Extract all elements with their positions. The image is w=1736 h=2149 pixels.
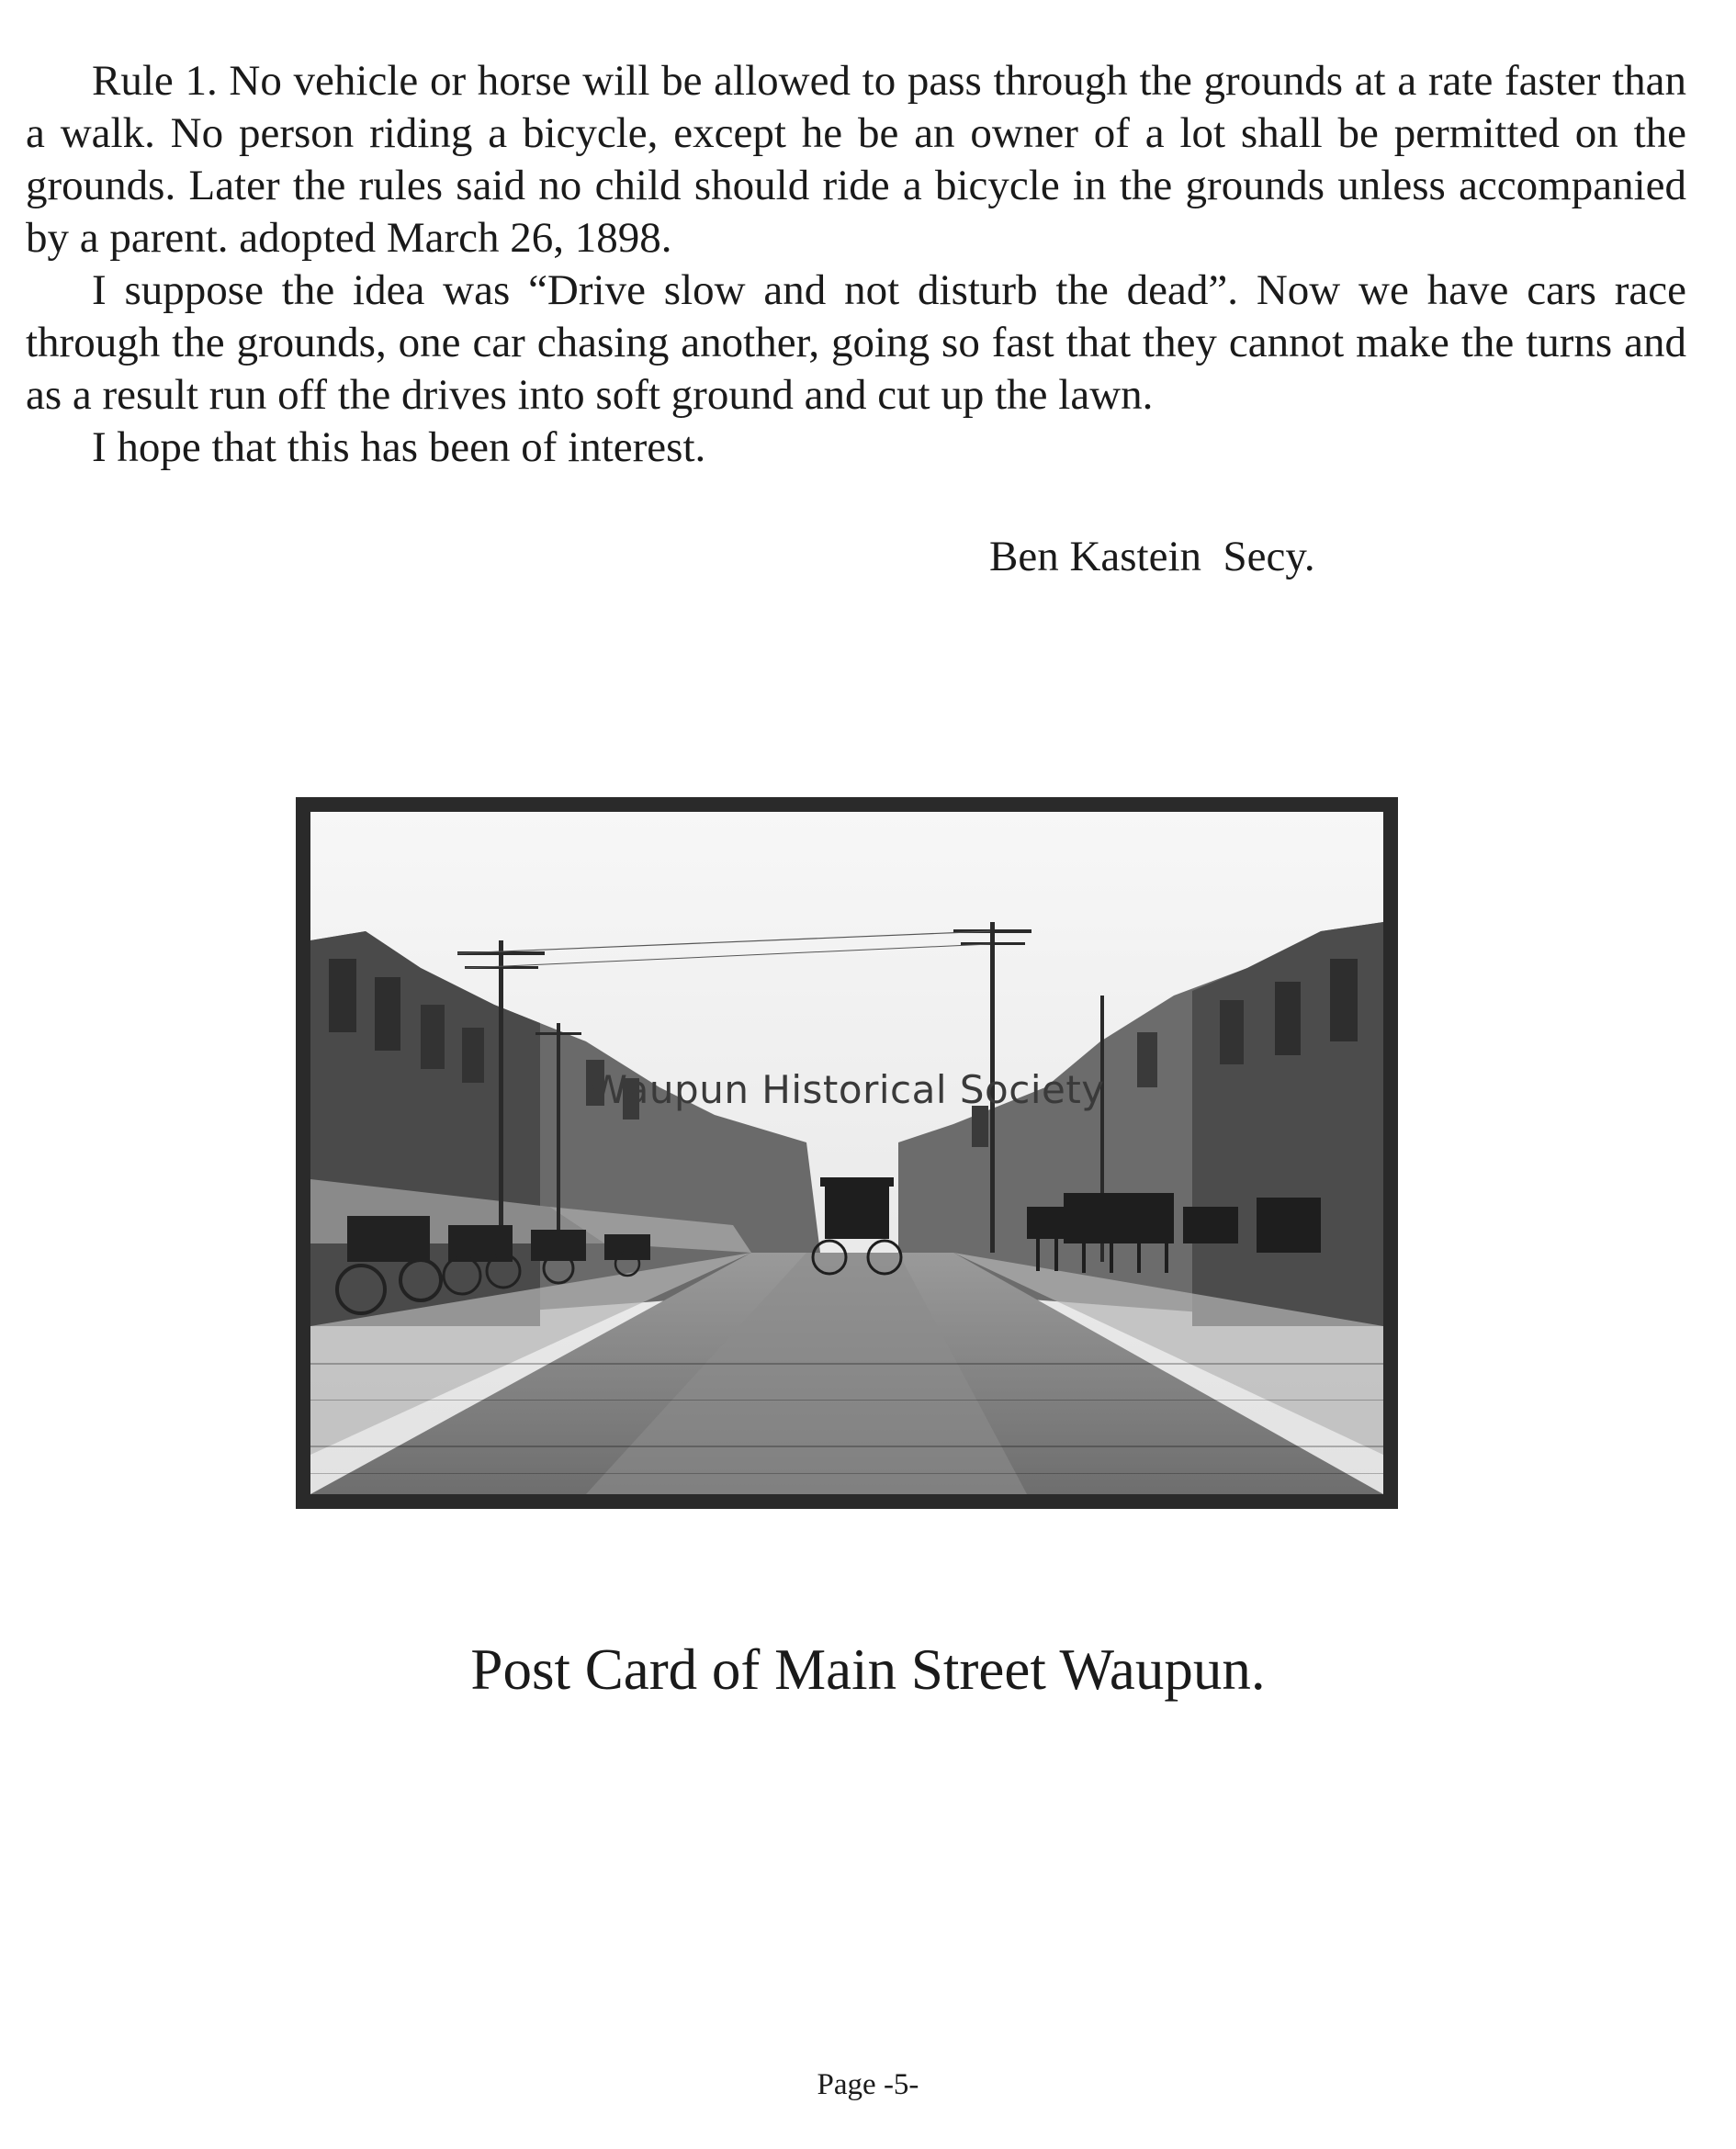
postcard-photo-frame: [296, 797, 1398, 1509]
paragraph-drive-slow: I suppose the idea was “Drive slow and not disturb the dead”. Now we have cars race through the grounds, one car chasing another, going so fast that they cannot make the turns and as a result run off the drives into soft ground and cut up the lawn.: [26, 266, 1686, 419]
main-street-photo: [310, 812, 1383, 1494]
paragraph-closing: I hope that this has been of interest.: [92, 423, 706, 471]
photo-watermark: Waupun Historical Society: [589, 1067, 1105, 1112]
street-scene-illustration: [310, 812, 1383, 1494]
photo-caption: Post Card of Main Street Waupun.: [470, 1637, 1266, 1702]
page-number: Page -5-: [817, 2068, 919, 2101]
paragraph-rule-1: Rule 1. No vehicle or horse will be allowed to pass through the grounds at a rate faster than a walk. No person riding a bicycle, except he be an owner of a lot shall be permitted on the grounds. Later the rules said no child should ride a bicycle in the grounds unless accompanied by a parent. adopted March 26, 1898.: [26, 57, 1686, 262]
body-text: [26, 55, 1686, 474]
signature: Ben Kastein Secy.: [989, 533, 1315, 580]
